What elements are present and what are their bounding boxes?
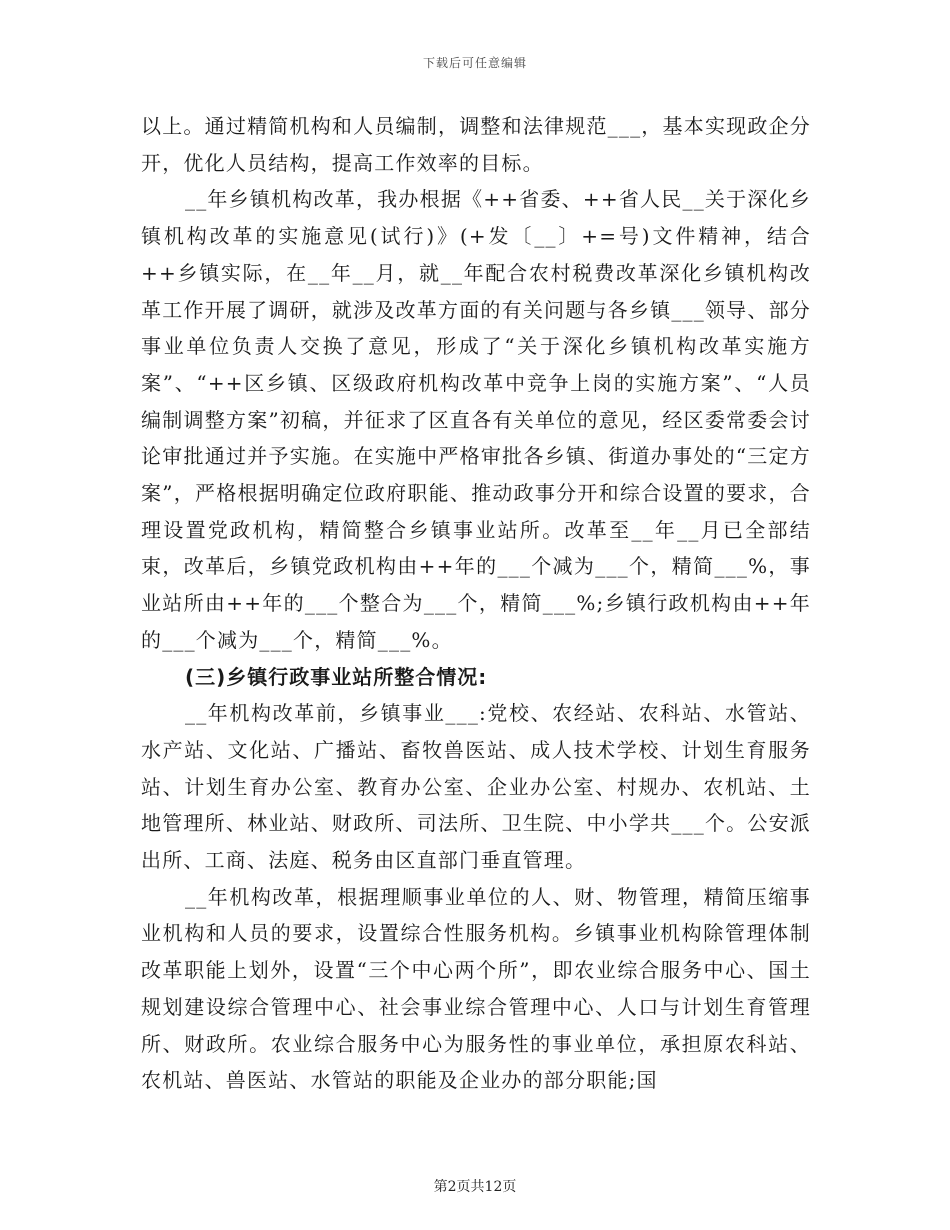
page-footer: 第2页共12页 [433,1179,517,1195]
paragraph-continuation: 以上。通过精简机构和人员编制，调整和法律规范___，基本实现政企分开，优化人员结构，提高工作效率的目标。 [141,114,811,175]
section-heading: (三)乡镇行政事业站所整合情况: [185,664,488,689]
paragraph-after-reform: __年机构改革，根据理顺事业单位的人、财、物管理，精简压缩事业机构和人员的要求，设置综合性服务机构。乡镇事业机构除管理体制改革职能上划外，设置“三个中心两个所”，即农业综合服务中心、国土规划建设综合管理中心、社会事业综合管理中心、人口与计划生育管理所、财政所。农业综合服务中心为服务性的事业单位，承担原农科站、农机站、兽医站、水管站的职能及企业办的部分职能;国 [141,884,811,1093]
paragraph-reform-overview: __年乡镇机构改革，我办根据《++省委、++省人民__关于深化乡镇机构改革的实施意见(试行)》(+发〔__〕+=号)文件精神，结合++乡镇实际，在__年__月，就__年配合农村税费改革深化乡镇机构改革工作开展了调研，就涉及改革方面的有关问题与各乡镇___领导、部分事业单位负责人交换了意见，形成了“关于深化乡镇机构改革实施方案”、“++区乡镇、区级政府机构改革中竞争上岗的实施方案”、“人员编制调整方案”初稿，并征求了区直各有关单位的意见，经区委常委会讨论审批通过并予实施。在实施中严格审批各乡镇、街道办事处的“三定方案”，严格根据明确定位政府职能、推动政事分开和综合设置的要求，合理设置党政机构，精简整合乡镇事业站所。改革至__年__月已全部结束，改革后，乡镇党政机构由++年的___个减为___个，精简___%，事业站所由++年的___个整合为___个，精简___%;乡镇行政机构由++年的___个减为___个，精简___%。 [141,187,811,652]
page-header: 下载后可任意编辑 [422,56,527,70]
paragraph-before-reform: __年机构改革前，乡镇事业___:党校、农经站、农科站、水管站、水产站、文化站、广播站、畜牧兽医站、成人技术学校、计划生育服务站、计划生育办公室、教育办公室、企业办公室、村规办、农机站、土地管理所、林业站、财政所、司法所、卫生院、中小学共___个。公安派出所、工商、法庭、税务由区直部门垂直管理。 [141,701,811,873]
document-body [141,108,811,1099]
